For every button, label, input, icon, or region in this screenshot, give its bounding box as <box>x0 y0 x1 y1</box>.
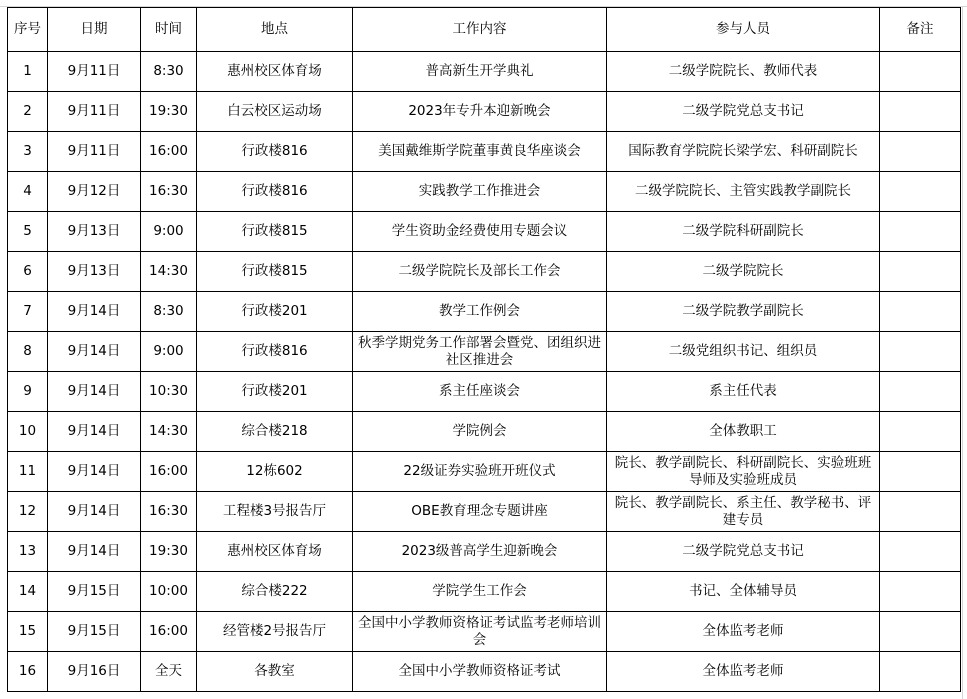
cell-place[interactable]: 行政楼816 <box>197 132 353 172</box>
cell-no[interactable]: 2 <box>8 92 48 132</box>
cell-place[interactable]: 行政楼815 <box>197 212 353 252</box>
cell-note[interactable] <box>880 52 961 92</box>
table-row <box>8 92 961 132</box>
table-row <box>8 252 961 292</box>
cell-date[interactable]: 9月14日 <box>48 492 141 532</box>
cell-content[interactable]: 美国戴维斯学院董事黄良华座谈会 <box>353 132 607 172</box>
cell-people[interactable]: 系主任代表 <box>607 372 880 412</box>
cell-no[interactable]: 11 <box>8 452 48 492</box>
cell-time[interactable]: 9:00 <box>141 212 197 252</box>
cell-note[interactable] <box>880 652 961 692</box>
cell-people[interactable]: 书记、全体辅导员 <box>607 572 880 612</box>
cell-note[interactable] <box>880 172 961 212</box>
table-row <box>8 372 961 412</box>
cell-content[interactable]: 学院例会 <box>353 412 607 452</box>
cell-time[interactable]: 16:00 <box>141 452 197 492</box>
cell-people[interactable]: 院长、教学副院长、系主任、教学秘书、评建专员 <box>607 492 880 532</box>
cell-date[interactable]: 9月14日 <box>48 452 141 492</box>
cell-people[interactable]: 二级党组织书记、组织员 <box>607 332 880 372</box>
cell-note[interactable] <box>880 532 961 572</box>
cell-place[interactable]: 12栋602 <box>197 452 353 492</box>
cell-time[interactable]: 14:30 <box>141 412 197 452</box>
cell-time[interactable]: 16:00 <box>141 612 197 652</box>
table-row <box>8 652 961 692</box>
cell-date[interactable]: 9月11日 <box>48 92 141 132</box>
cell-note[interactable] <box>880 292 961 332</box>
cell-people[interactable]: 院长、教学副院长、科研副院长、实验班班导师及实验班成员 <box>607 452 880 492</box>
table-row <box>8 532 961 572</box>
cell-time[interactable]: 19:30 <box>141 92 197 132</box>
cell-place[interactable]: 行政楼201 <box>197 292 353 332</box>
cell-place[interactable]: 白云校区运动场 <box>197 92 353 132</box>
cell-people[interactable]: 二级学院院长 <box>607 252 880 292</box>
cell-time[interactable]: 19:30 <box>141 532 197 572</box>
cell-note[interactable] <box>880 372 961 412</box>
table-row <box>8 172 961 212</box>
cell-time[interactable]: 9:00 <box>141 332 197 372</box>
cell-content[interactable]: 学生资助金经费使用专题会议 <box>353 212 607 252</box>
cell-note[interactable] <box>880 452 961 492</box>
cell-time[interactable]: 16:30 <box>141 172 197 212</box>
cell-date[interactable]: 9月15日 <box>48 612 141 652</box>
table-row <box>8 452 961 492</box>
cell-date[interactable]: 9月14日 <box>48 332 141 372</box>
table-row <box>8 412 961 452</box>
header-date[interactable]: 日期 <box>48 8 141 52</box>
cell-note[interactable] <box>880 412 961 452</box>
table-row <box>8 132 961 172</box>
cell-people[interactable]: 二级学院科研副院长 <box>607 212 880 252</box>
cell-content[interactable]: 全国中小学教师资格证考试 <box>353 652 607 692</box>
cell-time[interactable]: 10:00 <box>141 572 197 612</box>
cell-date[interactable]: 9月11日 <box>48 132 141 172</box>
cell-no[interactable]: 12 <box>8 492 48 532</box>
cell-date[interactable]: 9月14日 <box>48 412 141 452</box>
cell-people[interactable]: 全体监考老师 <box>607 612 880 652</box>
cell-people[interactable]: 全体教职工 <box>607 412 880 452</box>
cell-content[interactable]: 22级证券实验班开班仪式 <box>353 452 607 492</box>
cell-place[interactable]: 行政楼816 <box>197 172 353 212</box>
cell-note[interactable] <box>880 332 961 372</box>
sheet-right-edge <box>962 7 967 699</box>
cell-place[interactable]: 行政楼201 <box>197 372 353 412</box>
cell-content[interactable]: 二级学院院长及部长工作会 <box>353 252 607 292</box>
cell-place[interactable]: 综合楼222 <box>197 572 353 612</box>
table-row <box>8 572 961 612</box>
table-row <box>8 612 961 652</box>
cell-date[interactable]: 9月15日 <box>48 572 141 612</box>
table-row <box>8 292 961 332</box>
cell-people[interactable]: 国际教育学院院长梁学宏、科研副院长 <box>607 132 880 172</box>
table-row <box>8 492 961 532</box>
cell-time[interactable]: 全天 <box>141 652 197 692</box>
cell-content[interactable]: OBE教育理念专题讲座 <box>353 492 607 532</box>
cell-date[interactable]: 9月13日 <box>48 252 141 292</box>
cell-note[interactable] <box>880 212 961 252</box>
table-row <box>8 332 961 372</box>
cell-note[interactable] <box>880 132 961 172</box>
cell-date[interactable]: 9月12日 <box>48 172 141 212</box>
cell-place[interactable]: 行政楼815 <box>197 252 353 292</box>
table-row <box>8 52 961 92</box>
cell-no[interactable]: 3 <box>8 132 48 172</box>
table-row <box>8 212 961 252</box>
cell-people[interactable]: 全体监考老师 <box>607 652 880 692</box>
cell-no[interactable]: 9 <box>8 372 48 412</box>
cell-place[interactable]: 各教室 <box>197 652 353 692</box>
cell-place[interactable]: 惠州校区体育场 <box>197 52 353 92</box>
cell-no[interactable]: 7 <box>8 292 48 332</box>
cell-place[interactable]: 行政楼816 <box>197 332 353 372</box>
cell-content[interactable]: 普高新生开学典礼 <box>353 52 607 92</box>
header-people[interactable]: 参与人员 <box>607 8 880 52</box>
cell-content[interactable]: 2023级普高学生迎新晚会 <box>353 532 607 572</box>
cell-people[interactable]: 二级学院党总支书记 <box>607 532 880 572</box>
cell-date[interactable]: 9月14日 <box>48 292 141 332</box>
cell-people[interactable]: 二级学院院长、教师代表 <box>607 52 880 92</box>
cell-no[interactable]: 8 <box>8 332 48 372</box>
cell-time[interactable]: 16:00 <box>141 132 197 172</box>
cell-time[interactable]: 14:30 <box>141 252 197 292</box>
cell-place[interactable]: 工程楼3号报告厅 <box>197 492 353 532</box>
cell-time[interactable]: 8:30 <box>141 52 197 92</box>
header-note[interactable]: 备注 <box>880 8 961 52</box>
header-content[interactable]: 工作内容 <box>353 8 607 52</box>
cell-time[interactable]: 16:30 <box>141 492 197 532</box>
cell-no[interactable]: 13 <box>8 532 48 572</box>
cell-people[interactable]: 二级学院党总支书记 <box>607 92 880 132</box>
cell-place[interactable]: 经管楼2号报告厅 <box>197 612 353 652</box>
cell-no[interactable]: 4 <box>8 172 48 212</box>
cell-date[interactable]: 9月13日 <box>48 212 141 252</box>
header-row <box>8 8 961 52</box>
cell-note[interactable] <box>880 572 961 612</box>
cell-no[interactable]: 10 <box>8 412 48 452</box>
cell-time[interactable]: 8:30 <box>141 292 197 332</box>
header-no[interactable]: 序号 <box>8 8 48 52</box>
cell-content[interactable]: 学院学生工作会 <box>353 572 607 612</box>
cell-note[interactable] <box>880 92 961 132</box>
cell-date[interactable]: 9月11日 <box>48 52 141 92</box>
cell-place[interactable]: 综合楼218 <box>197 412 353 452</box>
cell-people[interactable]: 二级学院院长、主管实践教学副院长 <box>607 172 880 212</box>
cell-content[interactable]: 全国中小学教师资格证考试监考老师培训会 <box>353 612 607 652</box>
cell-no[interactable]: 16 <box>8 652 48 692</box>
cell-place[interactable]: 惠州校区体育场 <box>197 532 353 572</box>
cell-note[interactable] <box>880 612 961 652</box>
cell-content[interactable]: 实践教学工作推进会 <box>353 172 607 212</box>
schedule-table <box>7 7 961 692</box>
cell-content[interactable]: 秋季学期党务工作部署会暨党、团组织进社区推进会 <box>353 332 607 372</box>
cell-no[interactable]: 1 <box>8 52 48 92</box>
cell-date[interactable]: 9月14日 <box>48 372 141 412</box>
cell-content[interactable]: 2023年专升本迎新晚会 <box>353 92 607 132</box>
cell-people[interactable]: 二级学院教学副院长 <box>607 292 880 332</box>
cell-time[interactable]: 10:30 <box>141 372 197 412</box>
cell-no[interactable]: 14 <box>8 572 48 612</box>
sheet-top-edge <box>0 0 967 7</box>
header-place[interactable]: 地点 <box>197 8 353 52</box>
cell-content[interactable]: 系主任座谈会 <box>353 372 607 412</box>
cell-date[interactable]: 9月16日 <box>48 652 141 692</box>
cell-no[interactable]: 15 <box>8 612 48 652</box>
cell-note[interactable] <box>880 492 961 532</box>
cell-note[interactable] <box>880 252 961 292</box>
cell-content[interactable]: 教学工作例会 <box>353 292 607 332</box>
cell-date[interactable]: 9月14日 <box>48 532 141 572</box>
header-time[interactable]: 时间 <box>141 8 197 52</box>
cell-no[interactable]: 5 <box>8 212 48 252</box>
cell-no[interactable]: 6 <box>8 252 48 292</box>
